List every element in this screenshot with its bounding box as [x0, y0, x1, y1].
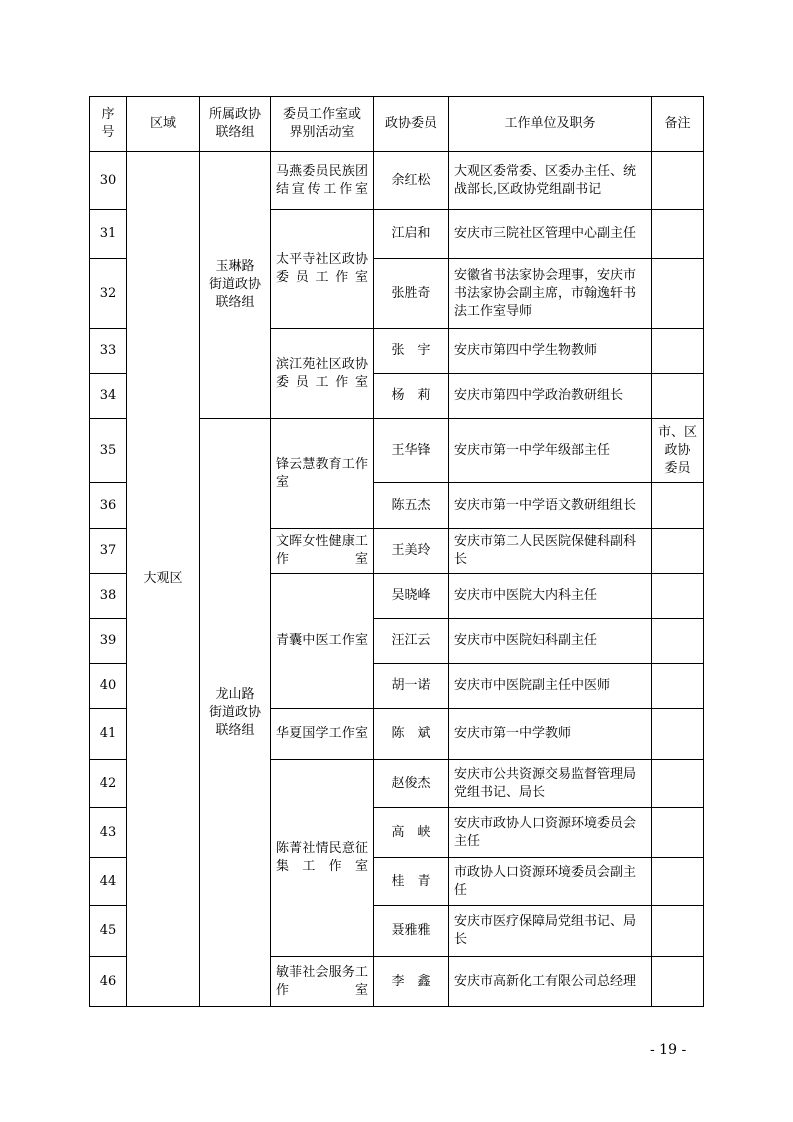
- header-studio: 委员工作室或 界别活动室: [271, 97, 374, 152]
- note-cell: [652, 374, 704, 419]
- member-name: 王美玲: [374, 529, 449, 574]
- note-cell: [652, 210, 704, 259]
- member-name: 张胜奇: [374, 259, 449, 329]
- row-seq: 34: [90, 374, 127, 419]
- member-name: 江启和: [374, 210, 449, 259]
- member-name: 汪江云: [374, 619, 449, 664]
- table-row: [90, 152, 704, 210]
- work-unit: 安庆市高新化工有限公司总经理: [449, 957, 652, 1007]
- member-name: 王华锋: [374, 419, 449, 483]
- member-name: 张 宇: [374, 329, 449, 374]
- row-seq: 45: [90, 906, 127, 957]
- note-cell: [652, 329, 704, 374]
- work-unit: 安庆市政协人口资源环境委员会主任: [449, 808, 652, 858]
- member-name: 桂 青: [374, 858, 449, 906]
- header-seq: 序 号: [90, 97, 127, 152]
- header-note: 备注: [652, 97, 704, 152]
- row-seq: 30: [90, 152, 127, 210]
- note-cell: [652, 858, 704, 906]
- studio-cell: 陈菁社情民意征集工作室: [271, 760, 374, 957]
- member-name: 聂雅雅: [374, 906, 449, 957]
- row-seq: 31: [90, 210, 127, 259]
- note-cell: [652, 760, 704, 808]
- studio-cell: 太平寺社区政协委员工作室: [271, 210, 374, 329]
- row-seq: 46: [90, 957, 127, 1007]
- work-unit: 大观区委常委、区委办主任、统战部长,区政协党组副书记: [449, 152, 652, 210]
- member-name: 李 鑫: [374, 957, 449, 1007]
- note-cell: [652, 152, 704, 210]
- studio-cell: 文晖女性健康工作室: [271, 529, 374, 574]
- work-unit: 安庆市中医院大内科主任: [449, 574, 652, 619]
- note-cell: [652, 906, 704, 957]
- area-cell: 大观区: [127, 152, 200, 1007]
- work-unit: 安庆市第四中学政治教研组长: [449, 374, 652, 419]
- row-seq: 38: [90, 574, 127, 619]
- studio-cell: 青囊中医工作室: [271, 574, 374, 709]
- row-seq: 40: [90, 664, 127, 709]
- work-unit: 安庆市三院社区管理中心副主任: [449, 210, 652, 259]
- member-name: 陈 斌: [374, 709, 449, 760]
- row-seq: 41: [90, 709, 127, 760]
- member-name: 吴晓峰: [374, 574, 449, 619]
- header-unit: 工作单位及职务: [449, 97, 652, 152]
- note-cell: [652, 709, 704, 760]
- page-number: - 19 -: [650, 1042, 687, 1058]
- member-name: 赵俊杰: [374, 760, 449, 808]
- committee-member-table: [89, 96, 704, 1007]
- row-seq: 36: [90, 483, 127, 529]
- note-cell: [652, 259, 704, 329]
- work-unit: 安庆市公共资源交易监督管理局党组书记、局长: [449, 760, 652, 808]
- row-seq: 35: [90, 419, 127, 483]
- member-name: 高 峡: [374, 808, 449, 858]
- studio-cell: 马燕委员民族团结宣传工作室: [271, 152, 374, 210]
- row-seq: 43: [90, 808, 127, 858]
- studio-cell: 华夏国学工作室: [271, 709, 374, 760]
- work-unit: 安庆市中医院副主任中医师: [449, 664, 652, 709]
- row-seq: 42: [90, 760, 127, 808]
- header-member: 政协委员: [374, 97, 449, 152]
- row-seq: 33: [90, 329, 127, 374]
- work-unit: 安庆市中医院妇科副主任: [449, 619, 652, 664]
- row-seq: 32: [90, 259, 127, 329]
- note-cell: [652, 664, 704, 709]
- header-area: 区域: [127, 97, 200, 152]
- member-name: 余红松: [374, 152, 449, 210]
- header-row: [90, 97, 704, 152]
- work-unit: 安庆市第二人民医院保健科副科长: [449, 529, 652, 574]
- row-seq: 37: [90, 529, 127, 574]
- work-unit: 安庆市第一中学年级部主任: [449, 419, 652, 483]
- work-unit: 安庆市医疗保障局党组书记、局长: [449, 906, 652, 957]
- group-cell-longshanlu: 龙山路 街道政协 联络组: [200, 419, 271, 1007]
- studio-cell: 滨江苑社区政协委员工作室: [271, 329, 374, 419]
- group-cell-yulinlu: 玉琳路 街道政协 联络组: [200, 152, 271, 419]
- note-cell: [652, 483, 704, 529]
- work-unit: 安徽省书法家协会理事，安庆市书法家协会副主席，市翰逸轩书法工作室导师: [449, 259, 652, 329]
- row-seq: 44: [90, 858, 127, 906]
- studio-cell: 锋云慧教育工作室: [271, 419, 374, 529]
- work-unit: 安庆市第一中学教师: [449, 709, 652, 760]
- note-cell: [652, 808, 704, 858]
- studio-cell: 敏菲社会服务工作室: [271, 957, 374, 1007]
- work-unit: 安庆市第四中学生物教师: [449, 329, 652, 374]
- note-cell: [652, 957, 704, 1007]
- work-unit: 市政协人口资源环境委员会副主任: [449, 858, 652, 906]
- row-seq: 39: [90, 619, 127, 664]
- header-group: 所属政协 联络组: [200, 97, 271, 152]
- member-name: 陈五杰: [374, 483, 449, 529]
- note-cell: 市、区 政协 委员: [652, 419, 704, 483]
- note-cell: [652, 619, 704, 664]
- note-cell: [652, 529, 704, 574]
- note-cell: [652, 574, 704, 619]
- work-unit: 安庆市第一中学语文教研组组长: [449, 483, 652, 529]
- member-name: 杨 莉: [374, 374, 449, 419]
- member-name: 胡一诺: [374, 664, 449, 709]
